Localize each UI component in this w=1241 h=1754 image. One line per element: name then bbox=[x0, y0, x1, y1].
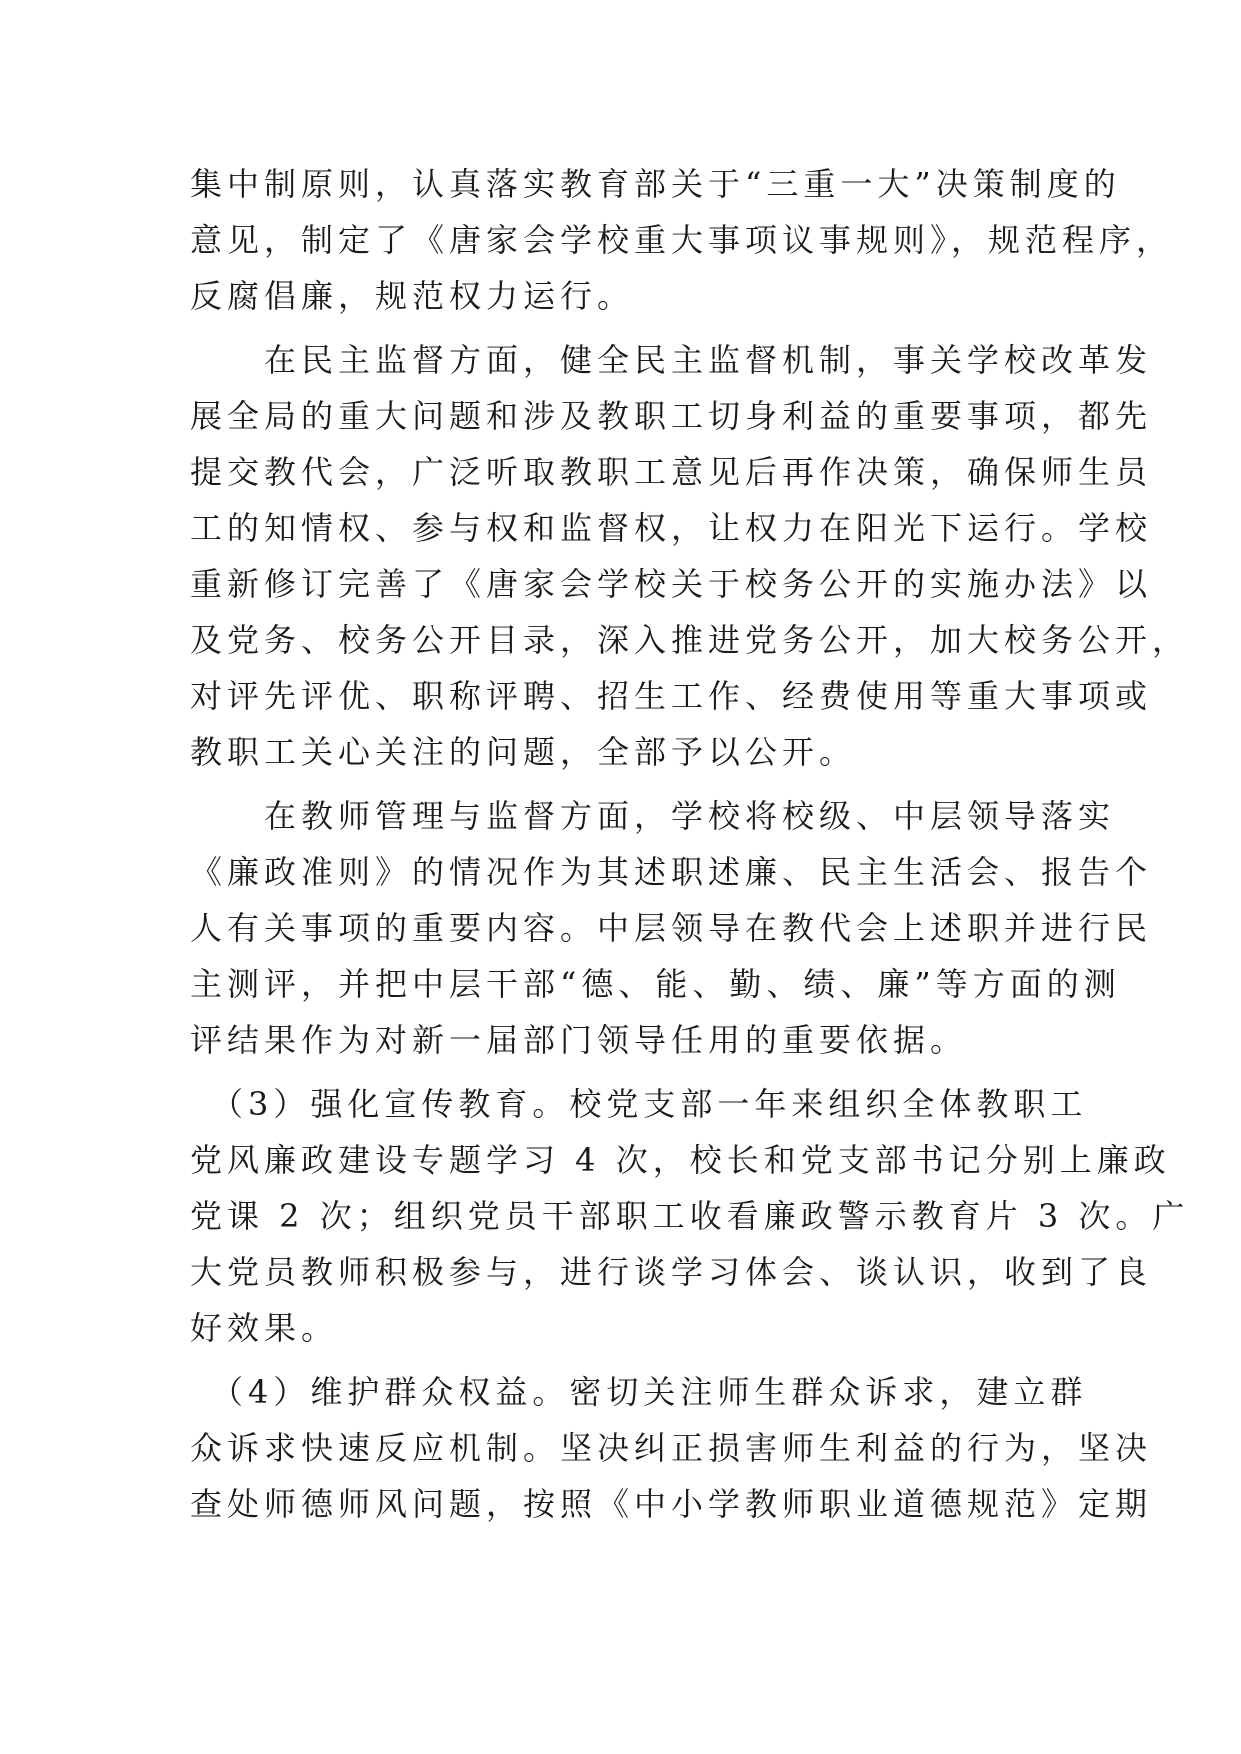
paragraph-2 bbox=[190, 332, 1190, 780]
text-line: 人有关事项的重要内容。中层领导在教代会上述职并进行民 bbox=[190, 909, 1153, 947]
text-line: 及党务、校务公开目录，深入推进党务公开，加大校务公开， bbox=[190, 621, 1190, 659]
text-line: 集中制原则，认真落实教育部关于“三重一大”决策制度的 bbox=[190, 165, 1121, 203]
text-line: 对评先评优、职称评聘、招生工作、经费使用等重大事项或 bbox=[190, 677, 1153, 715]
text-line: 主测评，并把中层干部“德、能、勤、绩、廉”等方面的测 bbox=[190, 965, 1121, 1003]
text-line: 工的知情权、参与权和监督权，让权力在阳光下运行。学校 bbox=[190, 509, 1153, 547]
document-body bbox=[190, 156, 1190, 1540]
text-line: 展全局的重大问题和涉及教职工切身利益的重要事项，都先 bbox=[190, 397, 1153, 435]
paragraph-1 bbox=[190, 156, 1174, 324]
paragraph-4 bbox=[190, 1076, 1190, 1356]
text-line: 评结果作为对新一届部门领导任用的重要依据。 bbox=[190, 1021, 968, 1059]
text-line: 重新修订完善了《唐家会学校关于校务公开的实施办法》以 bbox=[190, 565, 1153, 603]
text-line: 查处师德师风问题，按照《中小学教师职业道德规范》定期 bbox=[190, 1485, 1153, 1523]
text-line: 在教师管理与监督方面，学校将校级、中层领导落实 bbox=[190, 797, 1116, 835]
text-line: （3）强化宣传教育。校党支部一年来组织全体教职工 bbox=[190, 1085, 1088, 1123]
text-line: 好效果。 bbox=[190, 1309, 339, 1347]
text-line: 意见，制定了《唐家会学校重大事项议事规则》，规范程序， bbox=[190, 221, 1174, 259]
text-line: 提交教代会，广泛听取教职工意见后再作决策，确保师生员 bbox=[190, 453, 1153, 491]
text-line: 《廉政准则》的情况作为其述职述廉、民主生活会、报告个 bbox=[190, 853, 1153, 891]
paragraph-3 bbox=[190, 788, 1153, 1068]
text-line: 在民主监督方面，健全民主监督机制，事关学校改革发 bbox=[190, 341, 1153, 379]
text-line: 党课 2 次；组织党员干部职工收看廉政警示教育片 3 次。广 bbox=[190, 1197, 1190, 1235]
paragraph-5 bbox=[190, 1364, 1153, 1532]
text-line: 教职工关心关注的问题，全部予以公开。 bbox=[190, 733, 857, 771]
text-line: （4）维护群众权益。密切关注师生群众诉求，建立群 bbox=[190, 1373, 1088, 1411]
text-line: 反腐倡廉，规范权力运行。 bbox=[190, 277, 635, 315]
text-line: 党风廉政建设专题学习 4 次，校长和党支部书记分别上廉政 bbox=[190, 1141, 1171, 1179]
text-line: 众诉求快速反应机制。坚决纠正损害师生利益的行为，坚决 bbox=[190, 1429, 1153, 1467]
text-line: 大党员教师积极参与，进行谈学习体会、谈认识，收到了良 bbox=[190, 1253, 1153, 1291]
